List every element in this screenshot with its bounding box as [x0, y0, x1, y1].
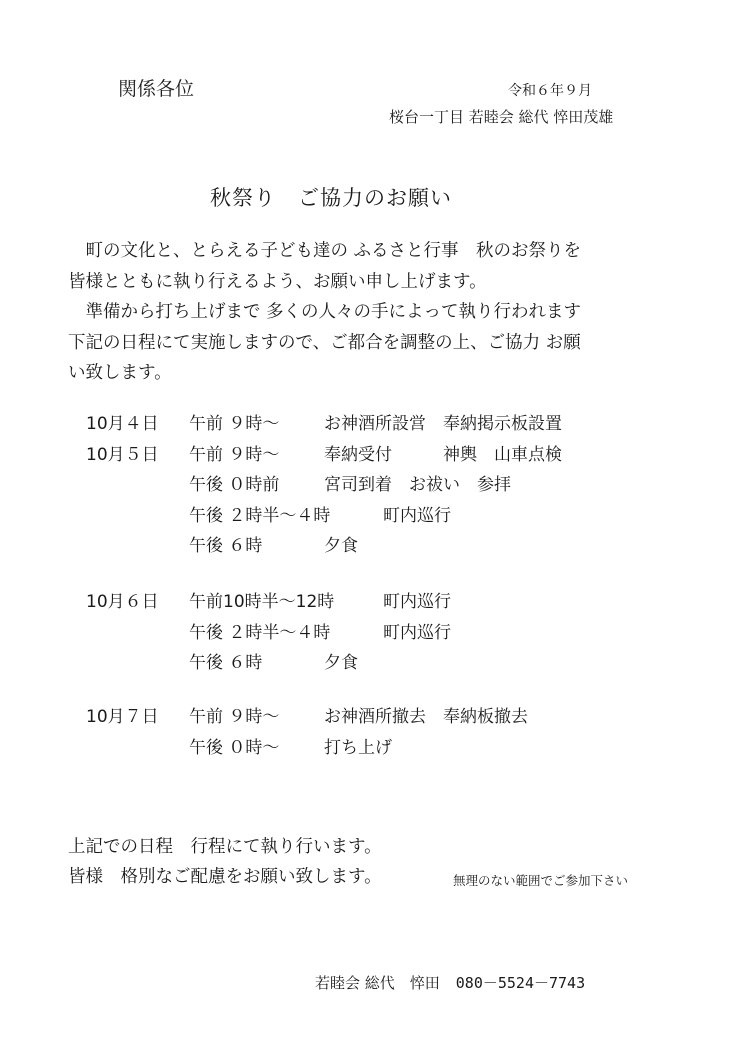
schedule-row	[86, 501, 646, 532]
schedule-event: 夕食	[324, 536, 358, 556]
schedule-group-1	[86, 409, 646, 562]
schedule-group-3	[86, 702, 646, 763]
body-line: 準備から打ち上げまで 多くの人々の手によって執り行われます	[68, 302, 582, 322]
schedule-event: お神酒所撤去 奉納板撤去	[324, 707, 528, 727]
schedule-time: 午前 ９時～	[189, 707, 280, 727]
schedule-row	[86, 531, 646, 562]
participation-note: 無理のない範囲でご参加下さい	[453, 873, 629, 888]
body-paragraphs	[68, 236, 688, 389]
schedule-event: 打ち上げ	[324, 737, 392, 758]
schedule-date: 10月４日	[86, 414, 159, 434]
schedule-row	[86, 648, 646, 679]
schedule-time: 午後 ６時	[189, 653, 263, 673]
body-line: 下記の日程にて実施しますので、ご都合を調整の上、ご協力 お願	[68, 332, 581, 353]
schedule-event: 町内巡行	[383, 622, 451, 643]
document-title: 秋祭り ご協力のお願い	[210, 186, 452, 210]
contact-info	[315, 972, 585, 993]
closing-text	[68, 832, 382, 892]
schedule-date: 10月７日	[86, 707, 159, 727]
schedule-row	[86, 440, 646, 471]
schedule-time: 午後 ２時半～４時	[189, 505, 331, 526]
schedule-date: 10月５日	[86, 444, 159, 465]
schedule-event: 宮司到着 お祓い 参拝	[324, 475, 511, 495]
schedule-time: 午後 ０時～	[189, 737, 280, 758]
schedule-group-2	[86, 587, 646, 679]
contact-phone: 080－5524－7743	[455, 974, 586, 992]
schedule-time: 午前 ９時～	[189, 444, 280, 465]
schedule-time: 午後 ２時半～４時	[189, 622, 331, 643]
issue-date: 令和６年９月	[508, 83, 592, 99]
schedule-time: 午後 ０時前	[189, 475, 280, 495]
schedule-row	[86, 618, 646, 649]
schedule-row	[86, 702, 646, 733]
schedule-event: お神酒所設営 奉納掲示板設置	[324, 414, 562, 434]
schedule-time: 午後 ６時	[189, 536, 263, 556]
schedule-event: 奉納受付 神輿 山車点検	[324, 444, 562, 465]
schedule-event: 町内巡行	[383, 592, 451, 612]
sender: 桜台一丁目 若睦会 総代 悴田茂雄	[389, 108, 614, 126]
schedule-row	[86, 587, 646, 618]
addressee: 関係各位	[118, 78, 195, 100]
schedule-row	[86, 470, 646, 501]
schedule-row	[86, 409, 646, 440]
schedule-event: 夕食	[324, 653, 358, 673]
schedule-time: 午前 ９時～	[189, 414, 280, 434]
body-line: 皆様とともに執り行えるよう、お願い申し上げます。	[68, 271, 487, 292]
schedule-date: 10月６日	[86, 592, 159, 612]
body-line: い致します。	[68, 363, 172, 383]
schedule-event: 町内巡行	[383, 505, 451, 526]
closing-line: 皆様 格別なご配慮をお願い致します。	[68, 867, 382, 887]
contact-name: 若睦会 総代 悴田	[315, 974, 440, 992]
schedule-row	[86, 733, 646, 764]
closing-line: 上記での日程 行程にて執り行います。	[68, 837, 382, 857]
body-line: 町の文化と、とらえる子ども達の ふるさと行事 秋のお祭りを	[68, 241, 582, 261]
schedule-time: 午前10時半～12時	[189, 592, 335, 612]
